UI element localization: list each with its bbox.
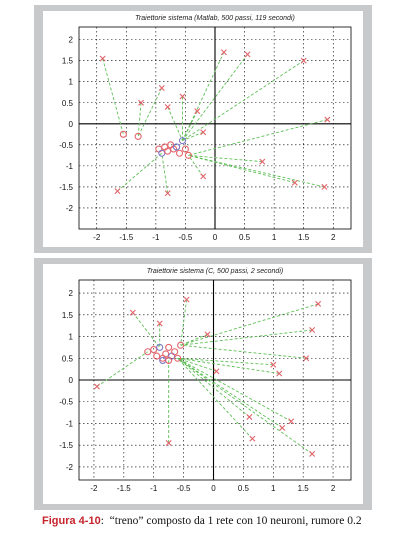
figure-text: “treno” composto da 1 rete con 10 neuroni, rumore 0.2 <box>109 515 362 527</box>
x-tick-label: 0.5 <box>237 484 249 493</box>
trajectory-line <box>188 120 327 156</box>
data-point-cross <box>159 85 164 90</box>
data-point-cross <box>301 58 306 63</box>
x-tick-label: 0 <box>212 233 218 242</box>
data-point-cross <box>289 419 294 424</box>
x-tick-label: 0.5 <box>239 233 251 242</box>
chart-canvas-matlab <box>43 11 363 247</box>
data-point-circle <box>162 144 168 150</box>
data-point-cross <box>247 414 252 419</box>
figure-separator: : <box>100 515 104 527</box>
data-point-circle <box>165 148 171 154</box>
x-tick-label: 2 <box>331 233 336 242</box>
chart-title: Traiettorie sistema (C, 500 passi, 2 secondi) <box>146 268 284 275</box>
data-point-cross <box>221 50 226 55</box>
chart-matlab <box>43 11 363 247</box>
data-point-circle <box>154 353 160 359</box>
data-point-circle <box>172 349 178 355</box>
x-tick-label: -0.5 <box>178 233 193 242</box>
data-point-cross <box>214 369 219 374</box>
figure-label: Figura 4-10 <box>42 515 101 527</box>
y-tick-label: -2 <box>65 203 73 213</box>
y-tick-label: 1 <box>68 332 73 342</box>
data-point-circle <box>156 146 162 152</box>
x-tick-label: 1.5 <box>298 233 310 242</box>
x-tick-label: 2 <box>330 484 336 493</box>
data-point-cross <box>130 310 135 315</box>
figure-caption <box>42 515 401 527</box>
x-tick-label: 1.5 <box>297 484 309 493</box>
data-point-cross <box>292 180 297 185</box>
trajectory-line <box>103 59 124 135</box>
y-tick-label: 2 <box>68 289 73 299</box>
trajectory-line <box>178 358 283 428</box>
x-tick-label: -2 <box>93 233 101 242</box>
x-tick-label: -1.5 <box>119 233 134 242</box>
x-tick-label: -1 <box>152 233 160 242</box>
data-point-cross <box>250 436 255 441</box>
trajectory-line <box>138 88 162 136</box>
y-tick-label: 1 <box>68 77 73 87</box>
data-point-cross <box>115 189 120 194</box>
trajectory-line <box>162 153 168 193</box>
y-tick-label: 1.5 <box>61 310 73 320</box>
chart-panel-matlab <box>34 5 372 253</box>
data-point-cross <box>245 52 250 57</box>
x-tick-label: 1 <box>271 233 277 242</box>
chart-c <box>43 264 363 504</box>
x-tick-label: -1 <box>150 484 158 493</box>
trajectory-line <box>188 155 262 161</box>
data-point-cross <box>201 130 206 135</box>
data-point-cross <box>325 117 330 122</box>
trajectory-line <box>181 300 187 346</box>
data-point-cross <box>205 332 210 337</box>
data-point-cross <box>100 56 105 61</box>
trajectory-line <box>97 352 148 387</box>
chart-canvas-c <box>43 264 363 504</box>
data-point-cross <box>310 451 315 456</box>
data-point-circle <box>163 351 169 357</box>
x-tick-label: -2 <box>90 484 98 493</box>
trajectory-line <box>178 358 274 365</box>
data-point-cross <box>165 104 170 109</box>
x-tick-label: -0.5 <box>176 484 191 493</box>
data-point-cross <box>201 174 206 179</box>
y-tick-label: -0.5 <box>59 397 73 407</box>
y-tick-label: -1 <box>65 419 73 429</box>
y-tick-label: 0.5 <box>61 98 73 108</box>
trajectory-line <box>138 103 141 137</box>
x-tick-label: -1.5 <box>116 484 131 493</box>
data-point-cross <box>94 384 99 389</box>
data-point-circle <box>177 150 183 156</box>
trajectory-line <box>181 304 318 345</box>
data-point-circle <box>168 142 174 148</box>
y-tick-label: -1.5 <box>59 182 73 192</box>
y-tick-label: -1 <box>65 161 73 171</box>
y-tick-label: 0 <box>68 376 73 385</box>
trajectory-line <box>133 313 160 348</box>
y-tick-label: 0.5 <box>61 354 73 364</box>
y-tick-label: 2 <box>68 35 73 45</box>
data-point-cross <box>316 301 321 306</box>
trajectory-line <box>117 153 161 191</box>
x-tick-label: 0 <box>211 484 216 493</box>
trajectory-line <box>178 358 313 454</box>
data-point-cross <box>280 425 285 430</box>
trajectory-line <box>178 358 292 421</box>
y-tick-label: -0.5 <box>59 140 73 150</box>
x-tick-label: 1 <box>271 484 276 493</box>
trajectory-line <box>181 334 208 345</box>
chart-panel-c <box>34 258 372 510</box>
trajectory-line <box>182 61 303 141</box>
y-tick-label: -1.5 <box>59 441 73 451</box>
data-point-circle <box>166 344 172 350</box>
chart-title: Traiettorie sistema (Matlab, 500 passi, 119 secondi) <box>135 15 295 22</box>
y-tick-label: -2 <box>65 462 73 472</box>
data-point-circle <box>151 347 157 353</box>
y-tick-label: 0 <box>68 119 73 129</box>
y-tick-label: 1.5 <box>61 56 73 66</box>
